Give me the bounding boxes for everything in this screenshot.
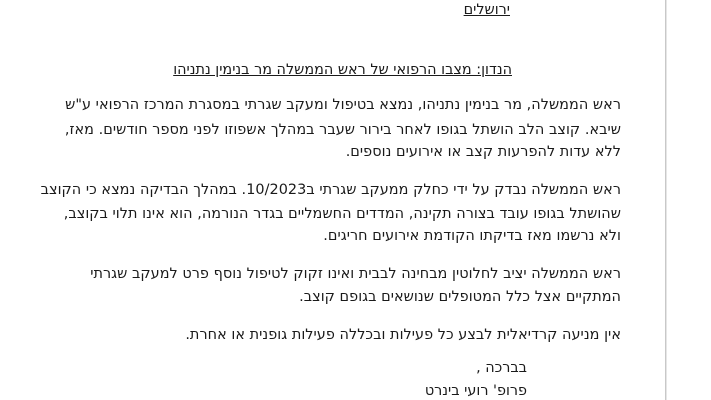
paragraph-2-line-3: ולא נרשמו מאז בדיקתו הקודמת אירועים חריגים. bbox=[323, 228, 621, 244]
signature-name: פרופ' רועי בינרט bbox=[424, 383, 527, 399]
paragraph-4-line-1: אין מניעה קרדיאלית לבצע כל פעילות ובכללה פעילות גופנית או אחרת. bbox=[185, 327, 621, 343]
paragraph-3-line-1: ראש הממשלה יציב לחלוטין מבחינה לבבית ואינו זקוק לטיפול נוסף פרט למעקב שגרתי bbox=[90, 266, 621, 282]
paragraph-2-line-2: שהושתל בגופו עובד בצורה תקינה, המדדים החשמליים בגדר הנורמה, הוא אינו תלוי בקוצב, bbox=[63, 206, 621, 222]
paragraph-1-line-2: שיבא. קוצב הלב הושתל בגופו לאחר בירור שעבר במהלך אשפוזו לפני מספר חודשים. מאז, bbox=[64, 122, 621, 138]
paragraph-2-line-1: ראש הממשלה נבדק על ידי כחלק ממעקב שגרתי ב10/2023. במהלך הבדיקה נמצא כי הקוצב bbox=[40, 182, 621, 198]
paragraph-1-line-3: ללא עדות להפרעות קצב או אירועים נוספים. bbox=[345, 144, 621, 160]
letter-page bbox=[6, 0, 666, 400]
paragraph-1-line-1: ראש הממשלה, מר בנימין נתניהו, נמצא בטיפול ומעקב שגרתי במסגרת המרכז הרפואי ע"ש bbox=[65, 97, 621, 113]
letter-subject: הנדון: מצבו הרפואי של ראש הממשלה מר בנימין נתניהו bbox=[173, 62, 512, 78]
closing-greeting: בברכה , bbox=[476, 360, 527, 376]
paragraph-3-line-2: המתקיים אצל כלל המטופלים שנושאים בגופם קוצב. bbox=[299, 289, 621, 305]
letter-location: ירושלים bbox=[463, 2, 510, 18]
